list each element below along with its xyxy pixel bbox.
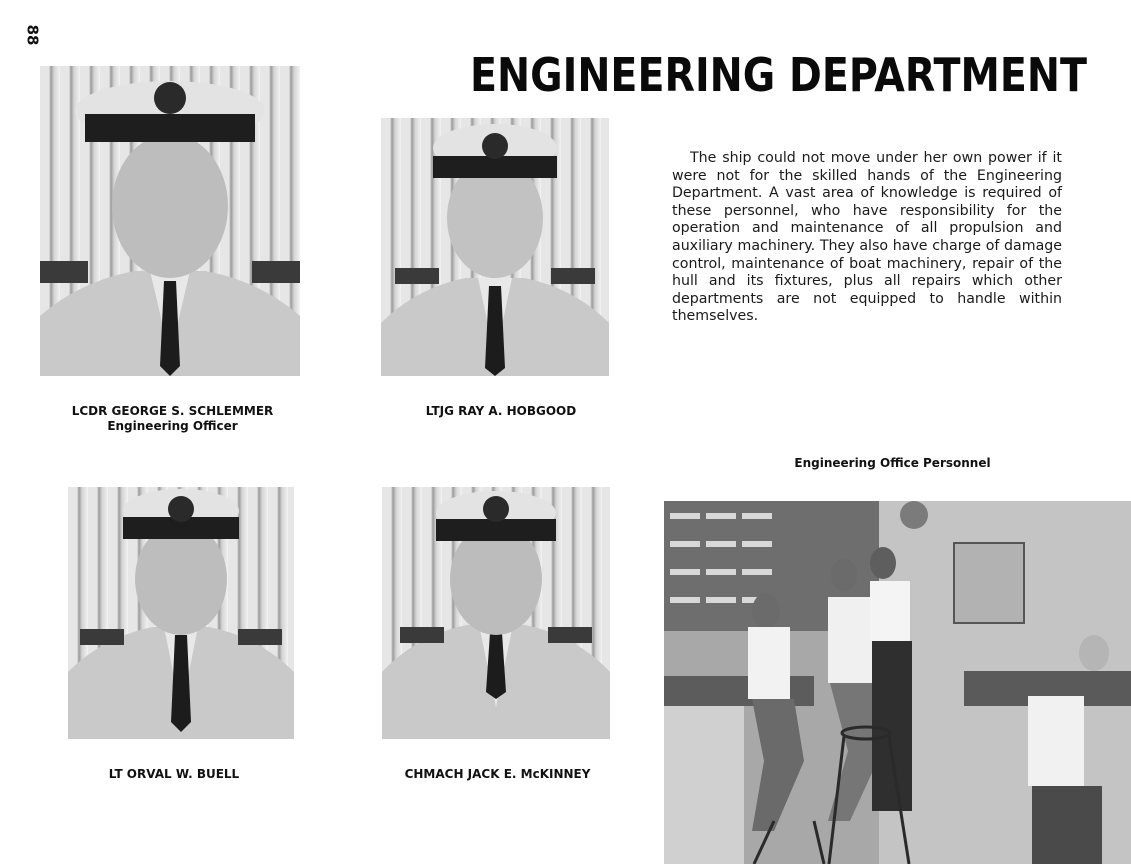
- department-description: The ship could not move under her own power if it were not for the skilled hands of the Engineering Department. A vast area of knowledge is required of these personnel, who have responsibility for the operation and maintenance of all propulsion and auxiliary machinery. They also have charge of damage control, maintenance of boat machinery, repair of the hull and its fixtures, plus all repairs which other departments are not equipped to handle within themselves.: [672, 150, 1062, 325]
- officer-portrait-illustration: [40, 66, 300, 376]
- officer-portrait-hobgood: [381, 118, 609, 376]
- engineering-office-photo: [664, 501, 1131, 864]
- office-scene-illustration: [664, 501, 1131, 864]
- officer-caption: [40, 404, 305, 434]
- officer-name: CHMACH JACK E. McKINNEY: [404, 767, 591, 781]
- officer-caption: [381, 404, 621, 419]
- officer-portrait-buell: [68, 487, 294, 739]
- officer-portrait-illustration: [382, 487, 610, 739]
- officer-caption: [390, 767, 605, 782]
- officer-portrait-illustration: [68, 487, 294, 739]
- officer-role: Engineering Officer: [107, 419, 238, 433]
- officer-portrait-mckinney: [382, 487, 610, 739]
- officer-portrait-illustration: [381, 118, 609, 376]
- page-title: ENGINEERING DEPARTMENT: [470, 48, 1088, 102]
- officer-name: LCDR GEORGE S. SCHLEMMER: [71, 404, 274, 418]
- officer-caption: [68, 767, 280, 782]
- officer-portrait-schlemmer: [40, 66, 300, 376]
- officer-name: LT ORVAL W. BUELL: [108, 767, 240, 781]
- officer-name: LTJG RAY A. HOBGOOD: [425, 404, 577, 418]
- page-number: 88: [23, 24, 42, 46]
- group-photo-caption: Engineering Office Personnel: [794, 456, 991, 470]
